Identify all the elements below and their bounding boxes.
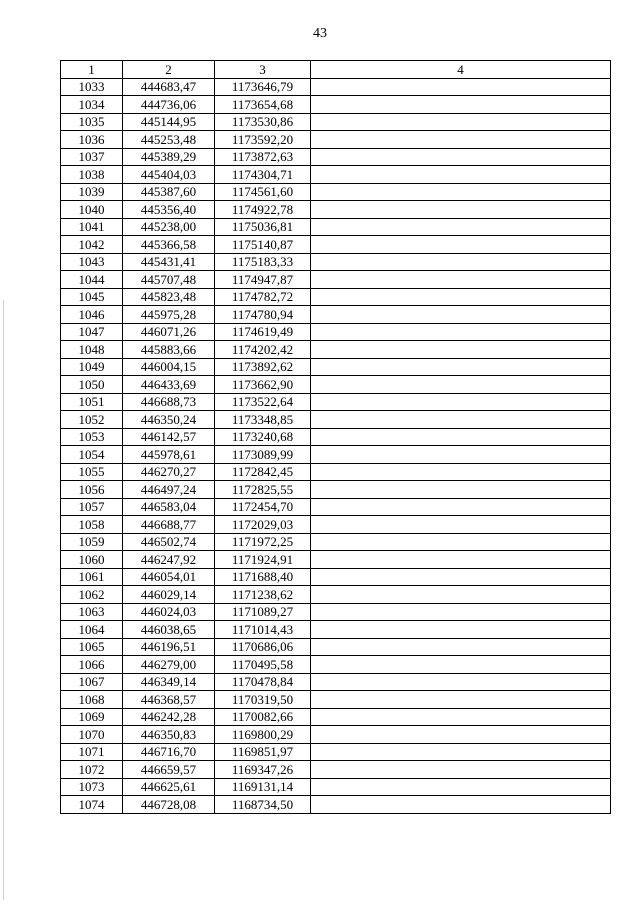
table-cell-col-3: 1169800,29	[215, 726, 311, 744]
table-cell-col-1: 1050	[61, 376, 123, 394]
table-cell-col-1: 1072	[61, 761, 123, 779]
table-row	[61, 376, 611, 394]
table-cell-col-2: 446279,00	[123, 656, 215, 674]
table-cell-col-4	[311, 533, 611, 551]
scan-margin-line	[3, 300, 4, 900]
table-cell-col-1: 1046	[61, 306, 123, 324]
table-cell-col-1: 1060	[61, 551, 123, 569]
table-row	[61, 288, 611, 306]
table-cell-col-1: 1034	[61, 96, 123, 114]
table-row	[61, 393, 611, 411]
table-cell-col-4	[311, 778, 611, 796]
table-cell-col-3: 1173872,63	[215, 148, 311, 166]
table-cell-col-2: 446024,03	[123, 603, 215, 621]
table-cell-col-2: 446350,83	[123, 726, 215, 744]
table-cell-col-4	[311, 166, 611, 184]
table-cell-col-4	[311, 638, 611, 656]
table-cell-col-1: 1056	[61, 481, 123, 499]
table-cell-col-3: 1173892,62	[215, 358, 311, 376]
table-cell-col-4	[311, 341, 611, 359]
table-cell-col-1: 1044	[61, 271, 123, 289]
table-cell-col-1: 1066	[61, 656, 123, 674]
table-cell-col-1: 1054	[61, 446, 123, 464]
table-cell-col-2: 446270,27	[123, 463, 215, 481]
table-cell-col-2: 446071,26	[123, 323, 215, 341]
coordinates-table	[60, 60, 611, 814]
table-cell-col-2: 446716,70	[123, 743, 215, 761]
table-cell-col-3: 1172825,55	[215, 481, 311, 499]
table-cell-col-4	[311, 621, 611, 639]
table-cell-col-4	[311, 376, 611, 394]
table-cell-col-3: 1170319,50	[215, 691, 311, 709]
table-cell-col-3: 1173530,86	[215, 113, 311, 131]
table-cell-col-4	[311, 358, 611, 376]
table-cell-col-4	[311, 481, 611, 499]
table-cell-col-1: 1038	[61, 166, 123, 184]
table-cell-col-4	[311, 516, 611, 534]
table-cell-col-2: 446142,57	[123, 428, 215, 446]
table-cell-col-4	[311, 568, 611, 586]
table-cell-col-3: 1171014,43	[215, 621, 311, 639]
table-row	[61, 691, 611, 709]
table-cell-col-3: 1173654,68	[215, 96, 311, 114]
table-cell-col-3: 1174782,72	[215, 288, 311, 306]
table-cell-col-2: 445975,28	[123, 306, 215, 324]
header-col-1: 1	[61, 61, 123, 79]
table-row	[61, 656, 611, 674]
table-cell-col-4	[311, 428, 611, 446]
table-cell-col-2: 445144,95	[123, 113, 215, 131]
table-cell-col-2: 445978,61	[123, 446, 215, 464]
table-body	[61, 78, 611, 813]
table-row	[61, 271, 611, 289]
table-cell-col-2: 446349,14	[123, 673, 215, 691]
header-col-4: 4	[311, 61, 611, 79]
table-row	[61, 78, 611, 96]
table-cell-col-2: 446497,24	[123, 481, 215, 499]
table-cell-col-3: 1173240,68	[215, 428, 311, 446]
table-cell-col-2: 446196,51	[123, 638, 215, 656]
table-cell-col-2: 446029,14	[123, 586, 215, 604]
table-cell-col-2: 445253,48	[123, 131, 215, 149]
table-cell-col-1: 1043	[61, 253, 123, 271]
table-cell-col-2: 444683,47	[123, 78, 215, 96]
table-cell-col-4	[311, 446, 611, 464]
table-cell-col-3: 1175183,33	[215, 253, 311, 271]
table-cell-col-1: 1073	[61, 778, 123, 796]
table-cell-col-4	[311, 78, 611, 96]
table-cell-col-4	[311, 306, 611, 324]
table-cell-col-4	[311, 498, 611, 516]
table-cell-col-1: 1036	[61, 131, 123, 149]
table-cell-col-3: 1174619,49	[215, 323, 311, 341]
table-cell-col-3: 1172454,70	[215, 498, 311, 516]
table-cell-col-2: 445356,40	[123, 201, 215, 219]
table-cell-col-1: 1048	[61, 341, 123, 359]
table-cell-col-4	[311, 218, 611, 236]
table-cell-col-3: 1169347,26	[215, 761, 311, 779]
table-row	[61, 586, 611, 604]
table-row	[61, 481, 611, 499]
table-cell-col-4	[311, 131, 611, 149]
table-cell-col-1: 1059	[61, 533, 123, 551]
table-row	[61, 726, 611, 744]
table-cell-col-3: 1175036,81	[215, 218, 311, 236]
table-row	[61, 603, 611, 621]
table-cell-col-4	[311, 743, 611, 761]
table-row	[61, 306, 611, 324]
table-cell-col-1: 1037	[61, 148, 123, 166]
table-cell-col-4	[311, 201, 611, 219]
table-cell-col-2: 445387,60	[123, 183, 215, 201]
table-cell-col-4	[311, 323, 611, 341]
table-cell-col-1: 1035	[61, 113, 123, 131]
table-header-row	[61, 61, 611, 79]
table-cell-col-1: 1071	[61, 743, 123, 761]
table-cell-col-2: 446625,61	[123, 778, 215, 796]
table-cell-col-3: 1173662,90	[215, 376, 311, 394]
table-cell-col-4	[311, 761, 611, 779]
table-cell-col-2: 446688,77	[123, 516, 215, 534]
table-cell-col-1: 1039	[61, 183, 123, 201]
table-cell-col-3: 1173592,20	[215, 131, 311, 149]
table-row	[61, 638, 611, 656]
table-cell-col-2: 445404,03	[123, 166, 215, 184]
table-cell-col-2: 445238,00	[123, 218, 215, 236]
table-cell-col-3: 1171688,40	[215, 568, 311, 586]
table-cell-col-3: 1172842,45	[215, 463, 311, 481]
table-cell-col-1: 1040	[61, 201, 123, 219]
table-cell-col-1: 1042	[61, 236, 123, 254]
table-cell-col-3: 1173646,79	[215, 78, 311, 96]
table-cell-col-3: 1174780,94	[215, 306, 311, 324]
table-cell-col-3: 1173522,64	[215, 393, 311, 411]
table-cell-col-3: 1175140,87	[215, 236, 311, 254]
table-cell-col-2: 445883,66	[123, 341, 215, 359]
table-cell-col-1: 1063	[61, 603, 123, 621]
table-row	[61, 708, 611, 726]
table-cell-col-2: 446038,65	[123, 621, 215, 639]
table-cell-col-4	[311, 253, 611, 271]
table-cell-col-3: 1174561,60	[215, 183, 311, 201]
table-cell-col-1: 1074	[61, 796, 123, 814]
table-cell-col-1: 1069	[61, 708, 123, 726]
table-cell-col-2: 445431,41	[123, 253, 215, 271]
table-row	[61, 236, 611, 254]
table-cell-col-4	[311, 271, 611, 289]
table-row	[61, 446, 611, 464]
table-row	[61, 516, 611, 534]
table-cell-col-3: 1169131,14	[215, 778, 311, 796]
table-row	[61, 341, 611, 359]
table-cell-col-3: 1170495,58	[215, 656, 311, 674]
table-cell-col-1: 1058	[61, 516, 123, 534]
table-cell-col-4	[311, 148, 611, 166]
table-row	[61, 323, 611, 341]
table-cell-col-1: 1052	[61, 411, 123, 429]
table-cell-col-1: 1057	[61, 498, 123, 516]
table-cell-col-3: 1171924,91	[215, 551, 311, 569]
table-row	[61, 166, 611, 184]
table-row	[61, 253, 611, 271]
table-cell-col-3: 1168734,50	[215, 796, 311, 814]
table-cell-col-4	[311, 411, 611, 429]
table-row	[61, 551, 611, 569]
table-cell-col-4	[311, 691, 611, 709]
table-cell-col-1: 1055	[61, 463, 123, 481]
table-row	[61, 761, 611, 779]
table-row	[61, 411, 611, 429]
table-cell-col-2: 444736,06	[123, 96, 215, 114]
table-cell-col-3: 1173089,99	[215, 446, 311, 464]
table-cell-col-4	[311, 463, 611, 481]
table-cell-col-4	[311, 551, 611, 569]
table-cell-col-1: 1062	[61, 586, 123, 604]
table-row	[61, 148, 611, 166]
table-cell-col-2: 445707,48	[123, 271, 215, 289]
table-cell-col-1: 1070	[61, 726, 123, 744]
table-cell-col-2: 446350,24	[123, 411, 215, 429]
header-col-3: 3	[215, 61, 311, 79]
table-cell-col-2: 445823,48	[123, 288, 215, 306]
table-cell-col-2: 445366,58	[123, 236, 215, 254]
table-cell-col-3: 1174304,71	[215, 166, 311, 184]
table-cell-col-4	[311, 113, 611, 131]
table-row	[61, 428, 611, 446]
table-cell-col-2: 446242,28	[123, 708, 215, 726]
table-cell-col-1: 1064	[61, 621, 123, 639]
table-cell-col-4	[311, 586, 611, 604]
table-cell-col-3: 1170082,66	[215, 708, 311, 726]
table-cell-col-2: 446659,57	[123, 761, 215, 779]
table-cell-col-2: 446054,01	[123, 568, 215, 586]
table-cell-col-1: 1045	[61, 288, 123, 306]
table-cell-col-4	[311, 796, 611, 814]
table-cell-col-2: 446247,92	[123, 551, 215, 569]
table-cell-col-2: 446004,15	[123, 358, 215, 376]
table-cell-col-1: 1049	[61, 358, 123, 376]
table-cell-col-3: 1174202,42	[215, 341, 311, 359]
table-cell-col-1: 1068	[61, 691, 123, 709]
table-cell-col-1: 1041	[61, 218, 123, 236]
table-cell-col-3: 1171972,25	[215, 533, 311, 551]
table-row	[61, 96, 611, 114]
table-cell-col-3: 1174947,87	[215, 271, 311, 289]
table-row	[61, 463, 611, 481]
table-cell-col-3: 1170686,06	[215, 638, 311, 656]
table-cell-col-4	[311, 96, 611, 114]
table-cell-col-1: 1065	[61, 638, 123, 656]
table-cell-col-2: 446688,73	[123, 393, 215, 411]
table-cell-col-3: 1174922,78	[215, 201, 311, 219]
table-cell-col-2: 446502,74	[123, 533, 215, 551]
table-row	[61, 533, 611, 551]
table-cell-col-1: 1067	[61, 673, 123, 691]
table-row	[61, 498, 611, 516]
table-row	[61, 218, 611, 236]
table-row	[61, 113, 611, 131]
table-row	[61, 201, 611, 219]
table-cell-col-2: 446368,57	[123, 691, 215, 709]
table-cell-col-1: 1051	[61, 393, 123, 411]
table-cell-col-4	[311, 603, 611, 621]
table-row	[61, 358, 611, 376]
table-cell-col-3: 1173348,85	[215, 411, 311, 429]
table-cell-col-2: 446433,69	[123, 376, 215, 394]
table-row	[61, 131, 611, 149]
table-row	[61, 568, 611, 586]
table-cell-col-1: 1053	[61, 428, 123, 446]
table-cell-col-4	[311, 673, 611, 691]
page-number: 43	[313, 26, 327, 41]
table-cell-col-4	[311, 236, 611, 254]
table-cell-col-3: 1171238,62	[215, 586, 311, 604]
table-cell-col-4	[311, 288, 611, 306]
table-cell-col-1: 1033	[61, 78, 123, 96]
table-row	[61, 743, 611, 761]
table-row	[61, 673, 611, 691]
table-cell-col-2: 445389,29	[123, 148, 215, 166]
table-row	[61, 621, 611, 639]
table-cell-col-2: 446583,04	[123, 498, 215, 516]
table-row	[61, 778, 611, 796]
table-row	[61, 183, 611, 201]
table-cell-col-3: 1172029,03	[215, 516, 311, 534]
table-cell-col-1: 1061	[61, 568, 123, 586]
table-cell-col-4	[311, 656, 611, 674]
table-cell-col-1: 1047	[61, 323, 123, 341]
table-cell-col-4	[311, 726, 611, 744]
table-cell-col-3: 1171089,27	[215, 603, 311, 621]
header-col-2: 2	[123, 61, 215, 79]
table-cell-col-3: 1169851,97	[215, 743, 311, 761]
table-cell-col-4	[311, 708, 611, 726]
table-cell-col-2: 446728,08	[123, 796, 215, 814]
table-cell-col-4	[311, 393, 611, 411]
table-cell-col-4	[311, 183, 611, 201]
table-cell-col-3: 1170478,84	[215, 673, 311, 691]
table-row	[61, 796, 611, 814]
